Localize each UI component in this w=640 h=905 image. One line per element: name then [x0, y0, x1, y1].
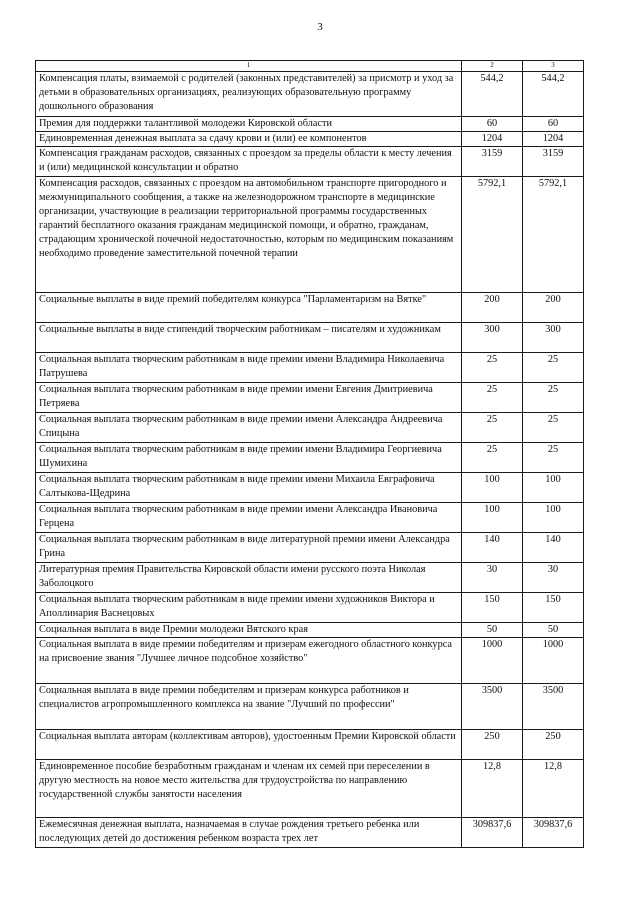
- row-label: Премия для поддержки талантливой молодежи Кировской области: [36, 117, 462, 132]
- row-label: Социальная выплата творческим работникам в виде премии имени Александра Ивановича Герцена: [36, 503, 462, 533]
- row-value-col2: 140: [462, 533, 523, 563]
- table-row: [36, 443, 584, 473]
- row-value-col2: 300: [462, 323, 523, 353]
- row-label: Социальная выплата в виде Премии молодежи Вятского края: [36, 623, 462, 638]
- table-row: [36, 117, 584, 132]
- row-value-col2: 25: [462, 443, 523, 473]
- row-value-col2: 12,8: [462, 760, 523, 818]
- table-row: [36, 684, 584, 730]
- row-value-col2: 100: [462, 503, 523, 533]
- table-row: [36, 293, 584, 323]
- table-row: [36, 132, 584, 147]
- row-value-col2: 150: [462, 593, 523, 623]
- row-value-col2: 30: [462, 563, 523, 593]
- table-row: [36, 760, 584, 818]
- row-value-col3: 140: [523, 533, 584, 563]
- table-header-row: [36, 61, 584, 72]
- row-label: Литературная премия Правительства Кировской области имени русского поэта Николая Заболоцкого: [36, 563, 462, 593]
- row-value-col3: 200: [523, 293, 584, 323]
- row-value-col3: 25: [523, 353, 584, 383]
- row-value-col3: 300: [523, 323, 584, 353]
- table-row: [36, 593, 584, 623]
- header-col-1: 1: [36, 61, 462, 72]
- row-label: Компенсация платы, взимаемой с родителей (законных представителей) за присмотр и уход за детьми в образовательных организациях, реализующих образовательную программу дошкольного образования: [36, 72, 462, 117]
- row-value-col2: 3500: [462, 684, 523, 730]
- row-label: Социальная выплата в виде премии победителям и призерам конкурса работников и специалистов агропромышленного комплекса на звание "Лучший по профессии": [36, 684, 462, 730]
- expense-table: [35, 60, 584, 848]
- row-value-col3: 25: [523, 443, 584, 473]
- row-label: Социальная выплата творческим работникам в виде премии имени Евгения Дмитриевича Петряева: [36, 383, 462, 413]
- row-value-col2: 25: [462, 383, 523, 413]
- row-value-col3: 100: [523, 473, 584, 503]
- row-value-col2: 5792,1: [462, 177, 523, 293]
- table-row: [36, 638, 584, 684]
- row-value-col2: 1204: [462, 132, 523, 147]
- row-value-col3: 12,8: [523, 760, 584, 818]
- row-label: Социальная выплата творческим работникам в виде премии имени Александра Андреевича Спицына: [36, 413, 462, 443]
- row-value-col2: 309837,6: [462, 818, 523, 848]
- row-value-col3: 1000: [523, 638, 584, 684]
- table-row: [36, 413, 584, 443]
- table-row: [36, 818, 584, 848]
- row-label: Социальная выплата творческим работникам в виде премии имени Владимира Николаевича Патрушева: [36, 353, 462, 383]
- header-col-3: 3: [523, 61, 584, 72]
- row-label: Компенсация расходов, связанных с проездом на автомобильном транспорте пригородного и межмуниципального сообщения, а также на железнодорожном транспорте в медицинские организации, участвующие в реализации территориальной программы государственных гарантий бесплатного оказания гражданам медицинской помощи, и обратно, гражданам, страдающим хронической почечной недостаточностью, которым по медицинским показаниям необходимо проведение заместительной почечной терапии: [36, 177, 462, 293]
- table-row: [36, 563, 584, 593]
- row-label: Единовременное пособие безработным гражданам и членам их семей при переселении в другую местность на новое место жительства для трудоустройства по направлению государственной службы занятости населения: [36, 760, 462, 818]
- row-value-col3: 30: [523, 563, 584, 593]
- row-value-col3: 50: [523, 623, 584, 638]
- row-label: Социальная выплата творческим работникам в виде премии имени Владимира Георгиевича Шумихина: [36, 443, 462, 473]
- row-label: Социальная выплата авторам (коллективам авторов), удостоенным Премии Кировской области: [36, 730, 462, 760]
- row-value-col2: 60: [462, 117, 523, 132]
- row-value-col3: 150: [523, 593, 584, 623]
- table-row: [36, 323, 584, 353]
- row-value-col2: 544,2: [462, 72, 523, 117]
- row-label: Социальная выплата творческим работникам в виде премии имени художников Виктора и Аполлинария Васнецовых: [36, 593, 462, 623]
- row-value-col2: 200: [462, 293, 523, 323]
- table-row: [36, 383, 584, 413]
- row-value-col3: 25: [523, 383, 584, 413]
- row-label: Социальные выплаты в виде премий победителям конкурса "Парламентаризм на Вятке": [36, 293, 462, 323]
- row-value-col3: 25: [523, 413, 584, 443]
- row-value-col2: 1000: [462, 638, 523, 684]
- row-value-col2: 25: [462, 413, 523, 443]
- row-label: Единовременная денежная выплата за сдачу крови и (или) ее компонентов: [36, 132, 462, 147]
- row-value-col3: 3500: [523, 684, 584, 730]
- page-number: 3: [317, 21, 323, 33]
- row-value-col3: 1204: [523, 132, 584, 147]
- row-value-col3: 250: [523, 730, 584, 760]
- row-label: Ежемесячная денежная выплата, назначаемая в случае рождения третьего ребенка или последующих детей до достижения ребенком возраста трех лет: [36, 818, 462, 848]
- row-value-col3: 3159: [523, 147, 584, 177]
- row-label: Социальная выплата творческим работникам в виде литературной премии имени Александра Грина: [36, 533, 462, 563]
- table-row: [36, 623, 584, 638]
- table-row: [36, 147, 584, 177]
- row-value-col2: 50: [462, 623, 523, 638]
- table-row: [36, 730, 584, 760]
- table-row: [36, 503, 584, 533]
- row-value-col2: 25: [462, 353, 523, 383]
- row-value-col2: 100: [462, 473, 523, 503]
- row-label: Социальные выплаты в виде стипендий творческим работникам – писателям и художникам: [36, 323, 462, 353]
- row-label: Компенсация гражданам расходов, связанных с проездом за пределы области к месту лечения и (или) медицинской консультации и обратно: [36, 147, 462, 177]
- row-value-col3: 544,2: [523, 72, 584, 117]
- row-label: Социальная выплата в виде премии победителям и призерам ежегодного областного конкурса на присвоение звания "Лучшее личное подсобное хозяйство": [36, 638, 462, 684]
- table-row: [36, 72, 584, 117]
- header-col-2: 2: [462, 61, 523, 72]
- row-value-col3: 5792,1: [523, 177, 584, 293]
- table-row: [36, 177, 584, 293]
- row-value-col3: 309837,6: [523, 818, 584, 848]
- table-row: [36, 473, 584, 503]
- row-label: Социальная выплата творческим работникам в виде премии имени Михаила Евграфовича Салтыкова-Щедрина: [36, 473, 462, 503]
- table-row: [36, 353, 584, 383]
- row-value-col3: 100: [523, 503, 584, 533]
- table-row: [36, 533, 584, 563]
- row-value-col3: 60: [523, 117, 584, 132]
- row-value-col2: 3159: [462, 147, 523, 177]
- row-value-col2: 250: [462, 730, 523, 760]
